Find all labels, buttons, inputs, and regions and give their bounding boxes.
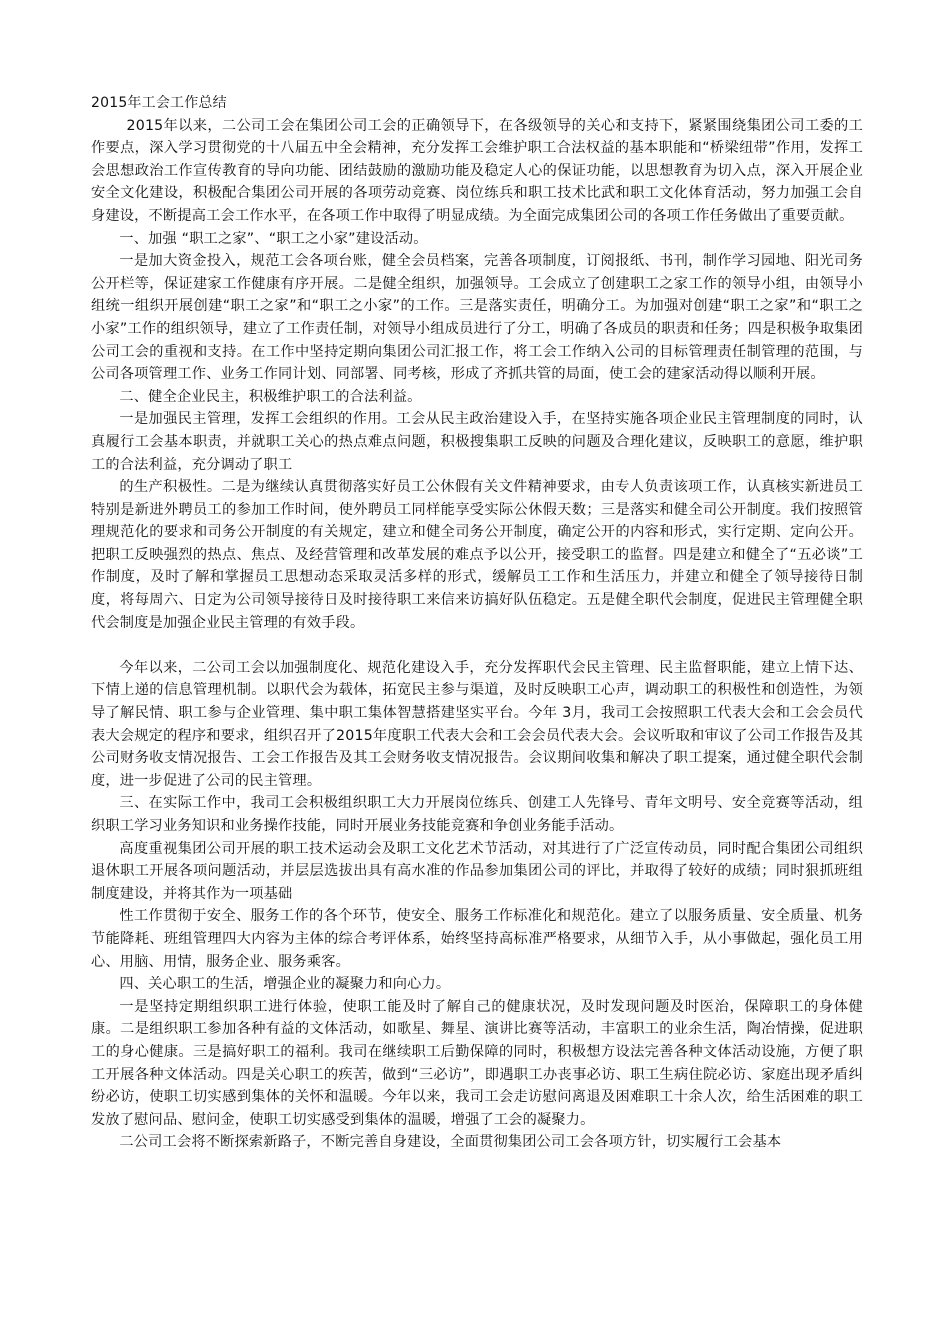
paragraph-closing: 二公司工会将不断探索新路子，不断完善自身建设，全面贯彻集团公司工会各项方针，切实履行工会基本 [119, 1134, 782, 1151]
paragraph-section-1: 一是加大资金投入，规范工会各项台账，健全会员档案，完善各项制度，订阅报纸、书刊，制作学习园地、阳光司务公开栏等，保证建家工作健康有序开展。二是健全组织，加强领导。工会成立了创建职工之家工作的领导小组，由领导小组统一组织开展创建“职工之家”和“职工之小家”的工作。三是落实责任，明确分工。为加强对创建“职工之家”和“职工之小家”工作的组织领导，建立了工作责任制，对领导小组成员进行了分工，明确了各成员的职责和任务；四是积极争取集团公司工会的重视和支持。在工作中坚持定期向集团公司汇报工作，将工会工作纳入公司的目标管理责任制管理的范围，与公司各项管理工作、业务工作同计划、同部署、同考核，形成了齐抓共管的局面，使工会的建家活动得以顺利开展。 [91, 253, 863, 383]
paragraph-section-4: 一是坚持定期组织职工进行体验，使职工能及时了解自己的健康状况，及时发现问题及时医治，保障职工的身体健康。二是组织职工参加各种有益的文体活动，如歌星、舞星、演讲比赛等活动，丰富职工的业余生活，陶冶情操，促进职工的身心健康。三是搞好职工的福利。我司在继续职工后勤保障的同时，积极想方设法完善各种文体活动设施，方便了职工开展各种文体活动。四是关心职工的疾苦，做到“三必访”，即遇职工办丧事必访、职工生病住院必访、家庭出现矛盾纠纷必访，使职工切实感到集体的关怀和温暖。今年以来，我司工会走访慰问离退及困难职工十余人次，给生活困难的职工发放了慰问品、慰问金，使职工切实感受到集体的温暖，增强了工会的凝聚力。 [91, 998, 863, 1128]
paragraph-section-2c: 今年以来，二公司工会以加强制度化、规范化建设入手，充分发挥职代会民主管理、民主监督职能，建立上情下达、下情上递的信息管理机制。以职代会为载体，拓宽民主参与渠道，及时反映职工心声，调动职工的积极性和创造性，为领导了解民情、职工参与企业管理、集中职工集体智慧搭建坚实平台。今年 3月，我司工会按照职工代表大会和工会会员代表大会规定的程序和要求，组织召开了2015年度职工代表大会和工会会员代表大会。会议听取和审议了公司工作报告及其公司财务收支情况报告、工会工作报告及其工会财务收支情况报告。会议期间收集和解决了职工提案，通过健全职代会制度，进一步促进了公司的民主管理。 [91, 659, 863, 789]
document-page [91, 92, 863, 1154]
blank-line [91, 634, 863, 657]
paragraph-section-2b: 的生产积极性。二是为继续认真贯彻落实好员工公休假有关文件精神要求，由专人负责该项工作，认真核实新进员工特别是新进外聘员工的参加工作时间，使外聘员工同样能享受实际公休假天数；三是落实和健全司公开制度。我们按照管理规范化的要求和司务公开制度的有关规定，建立和健全司务公开制度，确定公开的内容和形式，实行定期、定向公开。把职工反映强烈的热点、焦点、及经营管理和改革发展的难点予以公开，接受职工的监督。四是建立和健全了“五必谈”工作制度，及时了解和掌握员工思想动态采取灵活多样的形式，缓解员工工作和生活压力，并建立和健全了领导接待日制度，将每周六、日定为公司领导接待日及时接待职工来信来访搞好队伍稳定。五是健全职代会制度，促进民主管理健全职代会制度是加强企业民主管理的有效手段。 [91, 479, 863, 631]
section-heading-4: 四、关心职工的生活，增强企业的凝聚力和向心力。 [119, 976, 451, 993]
section-heading-1: 一、加强 “职工之家”、“职工之小家”建设活动。 [119, 230, 428, 247]
document-title: 2015年工会工作总结 [91, 95, 227, 111]
section-heading-2: 二、健全企业民主，积极维护职工的合法利益。 [119, 388, 422, 405]
paragraph-section-3b: 性工作贯彻于安全、服务工作的各个环节，使安全、服务工作标准化和规范化。建立了以服务质量、安全质量、机务节能降耗、班组管理四大内容为主体的综合考评体系，始终坚持高标准严格要求，从细节入手，从小事做起，强化员工用心、用脑、用情，服务企业、服务乘客。 [91, 908, 863, 970]
paragraph-section-3a: 高度重视集团公司开展的职工技术运动会及职工文化艺术节活动，对其进行了广泛宣传动员，同时配合集团公司组织退休职工开展各项问题活动，并层层选拔出具有高水准的作品参加集团公司的评比，并取得了较好的成绩；同时狠抓班组制度建设，并将其作为一项基础 [91, 840, 863, 902]
paragraph-section-2a: 一是加强民主管理，发挥工会组织的作用。工会从民主政治建设入手，在坚持实施各项企业民主管理制度的同时，认真履行工会基本职责，并就职工关心的热点难点问题，积极搜集职工反映的问题及合理化建议，反映职工的意愿，维护职工的合法利益，充分调动了职工 [91, 411, 863, 473]
paragraph-intro: 2015年以来，二公司工会在集团公司工会的正确领导下，在各级领导的关心和支持下，紧紧围绕集团公司工委的工作要点，深入学习贯彻党的十八届五中全会精神，充分发挥工会维护职工合法权益的基本职能和“桥梁纽带”作用，发挥工会思想政治工作宣传教育的导向功能、团结鼓励的激励功能及稳定人心的保证功能，以思想教育为切入点，深入开展企业安全文化建设，积极配合集团公司开展的各项劳动竞赛、岗位练兵和职工技术比武和职工文化体育活动，努力加强工会自身建设，不断提高工会工作水平，在各项工作中取得了明显成绩。为全面完成集团公司的各项工作任务做出了重要贡献。 [91, 117, 863, 224]
section-heading-3: 三、在实际工作中，我司工会积极组织职工大力开展岗位练兵、创建工人先锋号、青年文明号、安全竞赛等活动，组织职工学习业务知识和业务操作技能，同时开展业务技能竞赛和争创业务能手活动。 [91, 795, 863, 834]
